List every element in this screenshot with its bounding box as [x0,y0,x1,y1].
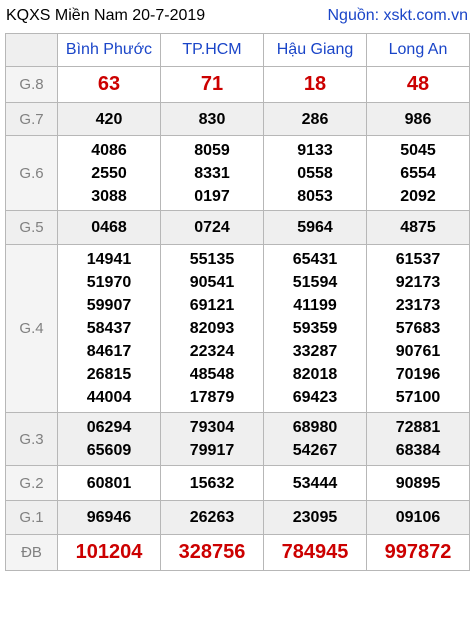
result-cell [264,136,367,211]
lottery-number: 8331 [194,164,230,182]
lottery-number: 48 [406,73,430,95]
prize-label: G.4 [6,245,58,413]
prize-row [6,103,470,136]
result-cell [58,413,161,466]
lottery-number: 57683 [395,320,441,337]
lottery-number: 23173 [395,297,441,314]
lottery-number: 8059 [194,141,230,159]
lottery-number: 82018 [292,366,338,383]
prize-label: G.8 [6,67,58,103]
lottery-number: 8053 [297,187,333,205]
result-cell [58,67,161,103]
result-cell [161,136,264,211]
lottery-number: 328756 [178,541,246,563]
result-cell [264,413,367,466]
result-cell [161,211,264,245]
lottery-number: 6554 [400,164,436,182]
lottery-number: 69423 [292,389,338,406]
lottery-number: 54267 [292,442,338,459]
lottery-number: 90541 [189,274,235,291]
lottery-number: 60801 [86,474,132,492]
lottery-number: 23095 [292,509,338,526]
lottery-number: 4875 [400,219,436,236]
prize-row [6,245,470,413]
result-cell [367,136,470,211]
result-cell [161,413,264,466]
lottery-number: 59907 [86,297,132,314]
source-link[interactable]: Nguồn: xskt.com.vn [327,7,468,24]
result-cell [264,211,367,245]
result-cell [367,466,470,501]
page-header [6,5,468,29]
lottery-number: 18 [303,73,327,95]
result-cell [58,535,161,571]
prize-label: G.1 [6,501,58,535]
prize-row [6,466,470,501]
lottery-number: 986 [404,110,432,128]
lottery-number: 55135 [189,251,235,268]
lottery-number: 784945 [281,541,349,563]
province-header: Long An [367,34,470,67]
result-cell [161,466,264,501]
lottery-number: 71 [200,73,224,95]
lottery-number: 14941 [86,251,132,268]
page-title: KQXS Miền Nam 20-7-2019 [6,7,206,24]
result-cell [161,501,264,535]
province-header: Bình Phước [58,34,161,67]
result-cell [367,103,470,136]
lottery-number: 41199 [293,297,337,314]
prize-row [6,413,470,466]
lottery-number: 286 [301,110,329,128]
lottery-number: 06294 [86,419,132,436]
lottery-number: 58437 [86,320,132,337]
lottery-number: 22324 [189,343,235,360]
lottery-number: 17879 [189,389,235,406]
lottery-number: 63 [97,73,121,95]
lottery-number: 420 [95,110,123,128]
lottery-number: 59359 [292,320,338,337]
result-cell [58,211,161,245]
lottery-number: 33287 [292,343,338,360]
lottery-number: 84617 [86,343,132,360]
result-cell [264,535,367,571]
lottery-number: 68384 [395,442,441,459]
lottery-number: 9133 [297,141,333,159]
result-cell [264,466,367,501]
result-cell [367,245,470,413]
lottery-number: 26815 [86,366,132,383]
prize-label: G.7 [6,103,58,136]
result-cell [58,245,161,413]
result-cell [367,535,470,571]
result-cell [367,67,470,103]
result-cell [264,67,367,103]
prize-label: G.3 [6,413,58,466]
prize-label: G.5 [6,211,58,245]
lottery-number: 5964 [297,219,333,236]
lottery-number: 830 [198,110,226,128]
lottery-number: 82093 [189,320,235,337]
prize-label: G.2 [6,466,58,501]
lottery-number: 101204 [75,541,143,563]
lottery-number: 0197 [194,187,230,205]
result-cell [161,103,264,136]
lottery-number: 51970 [86,274,132,291]
prize-label: G.6 [6,136,58,211]
lottery-number: 48548 [189,366,235,383]
lottery-number: 68980 [292,419,338,436]
lottery-number: 72881 [395,419,441,436]
lottery-number: 26263 [189,509,235,526]
lottery-number: 70196 [395,366,441,383]
lottery-number: 4086 [91,141,127,159]
result-cell [58,466,161,501]
result-cell [367,413,470,466]
lottery-number: 2550 [91,164,127,182]
province-header: TP.HCM [161,34,264,67]
lottery-number: 79304 [189,419,235,436]
lottery-number: 2092 [400,187,436,205]
result-cell [161,535,264,571]
corner-cell [6,34,58,67]
prize-row [6,136,470,211]
prize-row [6,211,470,245]
result-cell [161,245,264,413]
results-body [6,67,470,571]
lottery-number: 92173 [395,274,441,291]
lottery-number: 90761 [395,343,441,360]
lottery-number: 53444 [292,474,338,492]
result-cell [367,501,470,535]
lottery-number: 0558 [297,164,333,182]
lottery-number: 65431 [292,251,338,268]
lottery-number: 09106 [395,509,441,526]
lottery-number: 5045 [400,141,436,159]
result-cell [58,103,161,136]
results-table [5,33,470,571]
lottery-number: 96946 [86,509,132,526]
lottery-number: 0468 [91,219,127,236]
lottery-number: 69121 [189,297,235,314]
lottery-number: 90895 [395,474,441,492]
lottery-number: 997872 [384,541,452,563]
lottery-number: 57100 [395,389,441,406]
result-cell [264,103,367,136]
province-header-row [6,34,470,67]
result-cell [58,501,161,535]
prize-row [6,501,470,535]
lottery-number: 65609 [86,442,132,459]
prize-label: ĐB [6,535,58,571]
province-header: Hậu Giang [264,34,367,67]
lottery-number: 15632 [189,474,235,492]
lottery-number: 61537 [395,251,441,268]
lottery-number: 51594 [292,274,338,291]
lottery-number: 0724 [194,219,230,236]
lottery-number: 79917 [189,442,235,459]
result-cell [264,245,367,413]
prize-row [6,67,470,103]
result-cell [264,501,367,535]
result-cell [367,211,470,245]
prize-row [6,535,470,571]
result-cell [161,67,264,103]
result-cell [58,136,161,211]
lottery-number: 44004 [86,389,132,406]
lottery-number: 3088 [91,187,127,205]
